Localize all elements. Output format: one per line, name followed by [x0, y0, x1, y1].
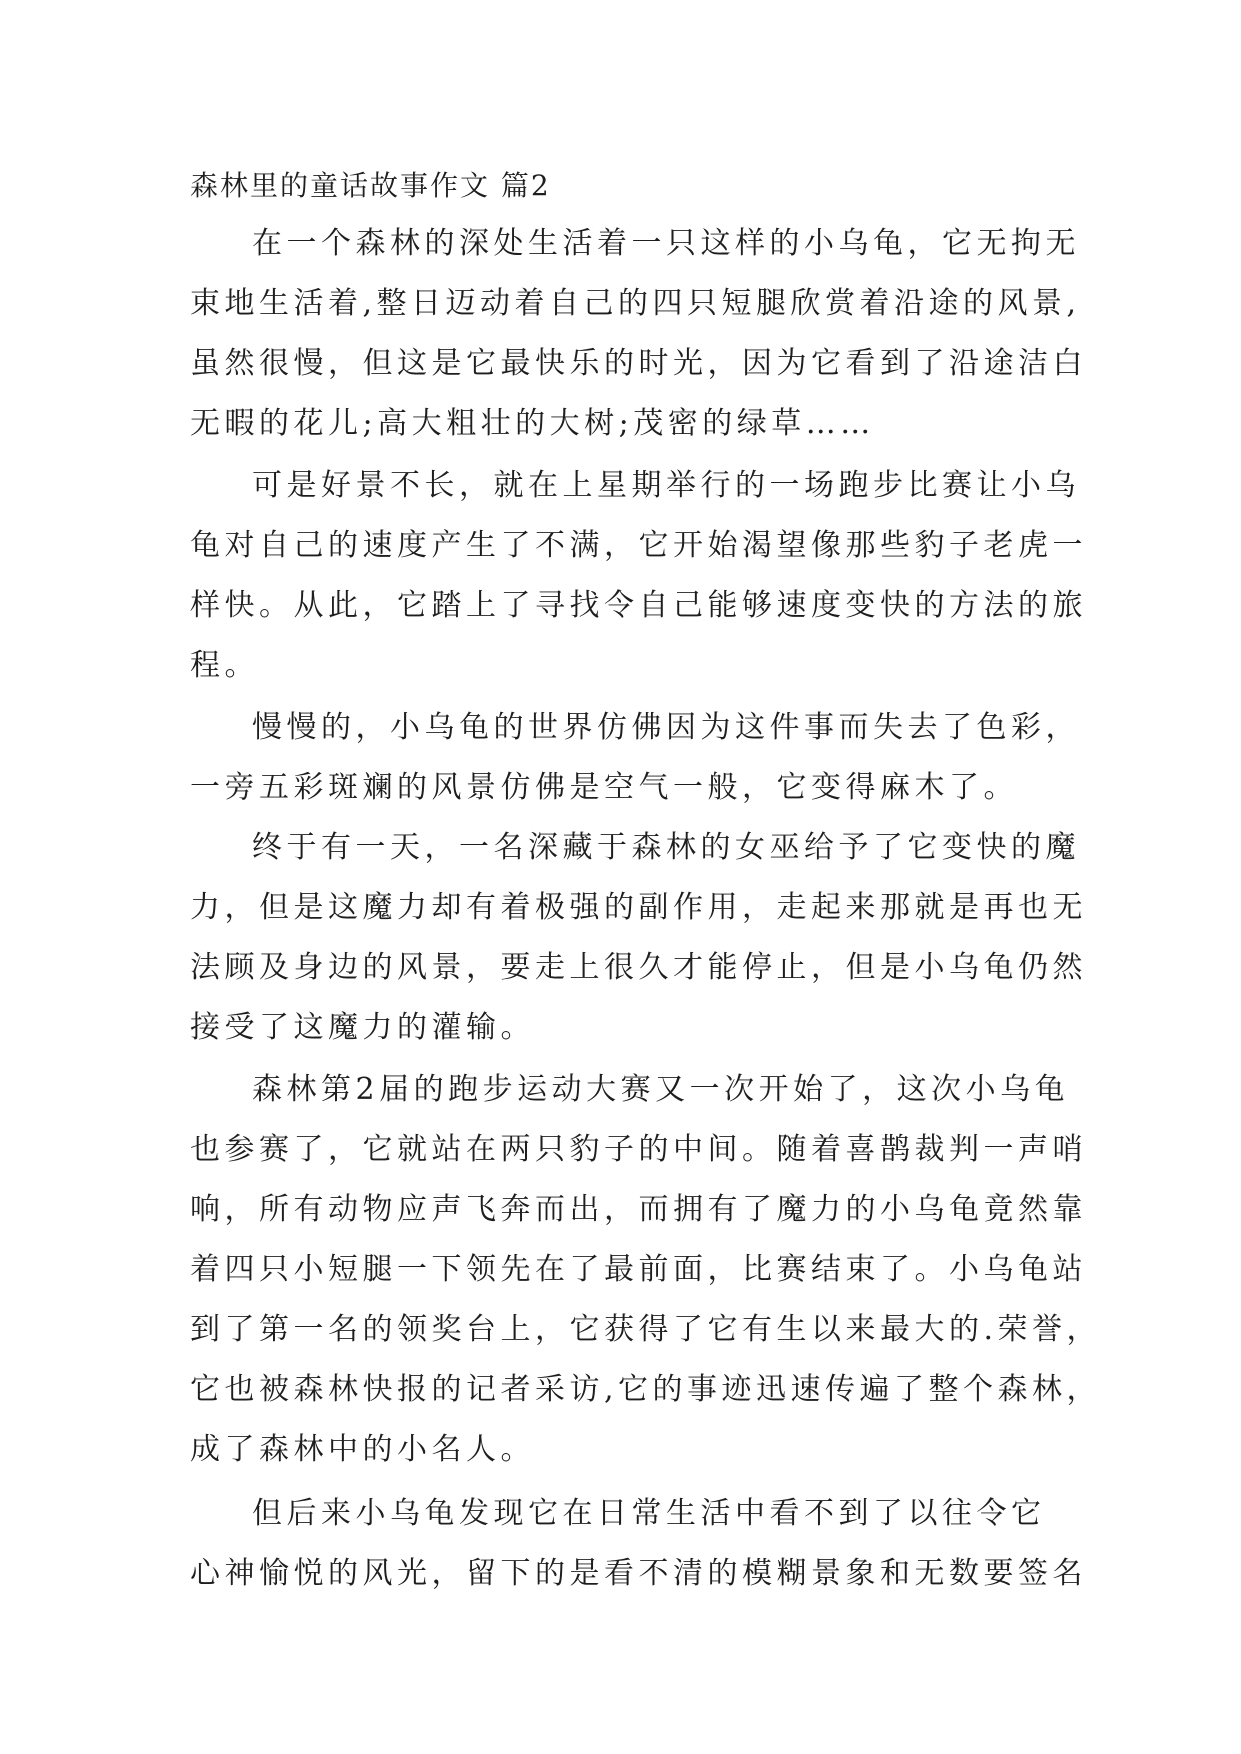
paragraph-line: 响，所有动物应声飞奔而出，而拥有了魔力的小乌龟竟然靠: [190, 1192, 1087, 1227]
paragraph-line: 成了森林中的小名人。: [190, 1432, 535, 1467]
paragraph-line: 样快。从此，它踏上了寻找令自己能够速度变快的方法的旅: [190, 588, 1087, 623]
paragraph-4: [190, 828, 1087, 1068]
paragraph-line: 虽然很慢，但这是它最快乐的时光，因为它看到了沿途洁白: [190, 346, 1087, 381]
paragraph-2: [190, 466, 1087, 706]
paragraph-line: 但后来小乌龟发现它在日常生活中看不到了以往令它: [252, 1496, 1046, 1531]
paragraph-line: 心神愉悦的风光，留下的是看不清的模糊景象和无数要签名: [190, 1556, 1087, 1591]
paragraph-line: 着四只小短腿一下领先在了最前面，比赛结束了。小乌龟站: [190, 1252, 1087, 1287]
paragraph-line: 到了第一名的领奖台上，它获得了它有生以来最大的.荣誉，: [190, 1312, 1102, 1347]
paragraph-3: [190, 708, 1080, 828]
paragraph-line: 慢慢的，小乌龟的世界仿佛因为这件事而失去了色彩，: [252, 710, 1080, 745]
paragraph-line: 也参赛了，它就站在两只豹子的中间。随着喜鹊裁判一声哨: [190, 1132, 1087, 1167]
paragraph-line: 法顾及身边的风景，要走上很久才能停止，但是小乌龟仍然: [190, 950, 1087, 985]
paragraph-line: 力，但是这魔力却有着极强的副作用，走起来那就是再也无: [190, 890, 1087, 925]
paragraph-line: 终于有一天，一名深藏于森林的女巫给予了它变快的魔: [252, 830, 1080, 865]
paragraph-5: [190, 1070, 1102, 1490]
paragraph-6: [190, 1494, 1087, 1614]
paragraph-line: 森林第2届的跑步运动大赛又一次开始了，这次小乌龟: [252, 1072, 1070, 1107]
paragraph-line: 一旁五彩斑斓的风景仿佛是空气一般，它变得麻木了。: [190, 770, 1018, 805]
paragraph-line: 无暇的花儿;高大粗壮的大树;茂密的绿草……: [190, 406, 875, 441]
document-title: 森林里的童话故事作文 篇2: [190, 169, 551, 202]
paragraph-line: 可是好景不长，就在上星期举行的一场跑步比赛让小乌: [252, 468, 1080, 503]
paragraph-1: [190, 224, 1087, 464]
paragraph-line: 它也被森林快报的记者采访,它的事迹迅速传遍了整个森林，: [190, 1372, 1102, 1407]
paragraph-line: 在一个森林的深处生活着一只这样的小乌龟，它无拘无: [252, 226, 1080, 261]
paragraph-line: 程。: [190, 648, 259, 683]
paragraph-line: 龟对自己的速度产生了不满，它开始渴望像那些豹子老虎一: [190, 528, 1087, 563]
paragraph-line: 接受了这魔力的灌输。: [190, 1010, 535, 1045]
paragraph-line: 束地生活着,整日迈动着自己的四只短腿欣赏着沿途的风景,: [190, 286, 1081, 321]
